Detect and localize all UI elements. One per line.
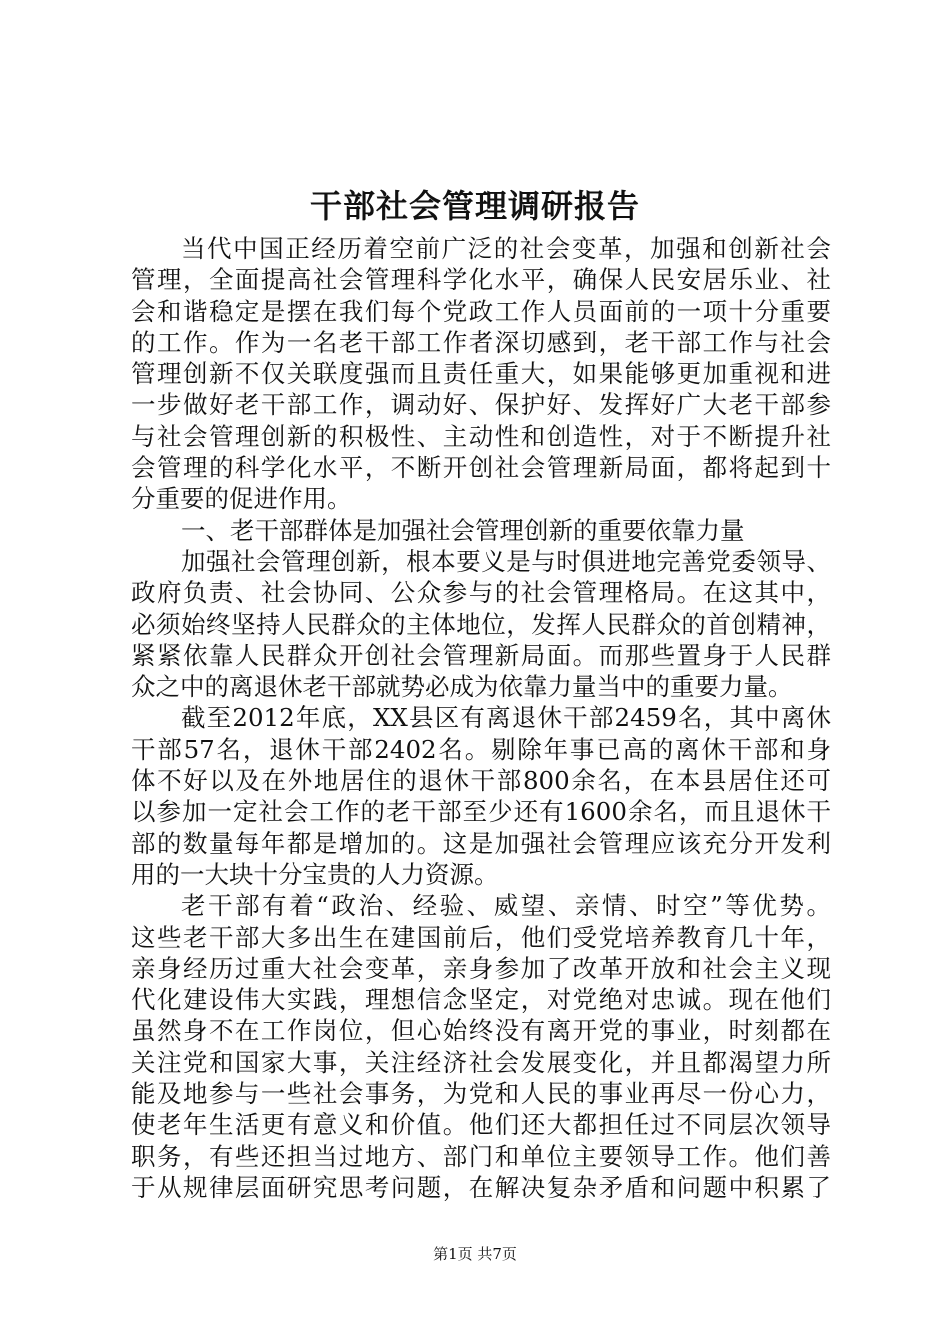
text-line: 代化建设伟大实践，理想信念坚定，对党绝对忠诚。现在他们 [131, 985, 831, 1015]
text-line: 关注党和国家大事，关注经济社会发展变化，并且都渴望力所 [131, 1047, 831, 1077]
text-line: 职务，有些还担当过地方、部门和单位主要领导工作。他们善 [131, 1141, 831, 1171]
text-line: 体不好以及在外地居住的退休干部800余名，在本县居住还可 [131, 766, 831, 796]
text-line: 众之中的离退休老干部就势必成为依靠力量当中的重要力量。 [131, 672, 793, 702]
text-line: 截至2012年底，XX县区有离退休干部2459名，其中离休 [181, 703, 831, 733]
text-line: 虽然身不在工作岗位，但心始终没有离开党的事业，时刻都在 [131, 1016, 831, 1046]
text-line: 能及地参与一些社会事务，为党和人民的事业再尽一份心力， [131, 1079, 831, 1109]
document-title: 干部社会管理调研报告 [309, 187, 640, 225]
text-line: 这些老干部大多出生在建国前后，他们受党培养教育几十年， [131, 922, 831, 952]
text-line: 会和谐稳定是摆在我们每个党政工作人员面前的一项十分重要 [131, 296, 831, 326]
text-line: 加强社会管理创新，根本要义是与时俱进地完善党委领导、 [181, 546, 831, 576]
text-line: 亲身经历过重大社会变革，亲身参加了改革开放和社会主义现 [131, 953, 831, 983]
text-line: 管理，全面提高社会管理科学化水平，确保人民安居乐业、社 [131, 265, 831, 295]
text-line: 用的一大块十分宝贵的人力资源。 [131, 859, 499, 889]
text-line: 干部57名，退休干部2402名。剔除年事已高的离休干部和身 [131, 734, 831, 764]
text-line: 一步做好老干部工作，调动好、保护好、发挥好广大老干部参 [131, 390, 831, 420]
text-line: 使老年生活更有意义和价值。他们还大都担任过不同层次领导 [131, 1110, 831, 1140]
text-line: 紧紧依靠人民群众开创社会管理新局面。而那些置身于人民群 [131, 640, 831, 670]
text-line: 的工作。作为一名老干部工作者深切感到，老干部工作与社会 [131, 327, 831, 357]
text-line: 政府负责、社会协同、公众参与的社会管理格局。在这其中， [131, 578, 831, 608]
text-line: 会管理的科学化水平，不断开创社会管理新局面，都将起到十 [131, 453, 831, 483]
text-line: 以参加一定社会工作的老干部至少还有1600余名，而且退休干 [131, 797, 831, 827]
text-line: 老干部有着“政治、经验、威望、亲情、时空”等优势。 [181, 891, 831, 921]
page-number: 第1页 共7页 [433, 1245, 517, 1263]
section-heading: 一、老干部群体是加强社会管理创新的重要依靠力量 [181, 515, 745, 545]
document-body [131, 233, 831, 1203]
text-line: 当代中国正经历着空前广泛的社会变革，加强和创新社会 [181, 234, 831, 263]
text-line: 部的数量每年都是增加的。这是加强社会管理应该充分开发利 [131, 828, 831, 858]
text-line: 分重要的促进作用。 [131, 484, 352, 514]
text-line: 与社会管理创新的积极性、主动性和创造性，对于不断提升社 [131, 421, 831, 451]
text-line: 必须始终坚持人民群众的主体地位，发挥人民群众的首创精神， [131, 609, 831, 639]
text-line: 于从规律层面研究思考问题，在解决复杂矛盾和问题中积累了 [131, 1172, 831, 1202]
text-line: 管理创新不仅关联度强而且责任重大，如果能够更加重视和进 [131, 359, 831, 389]
